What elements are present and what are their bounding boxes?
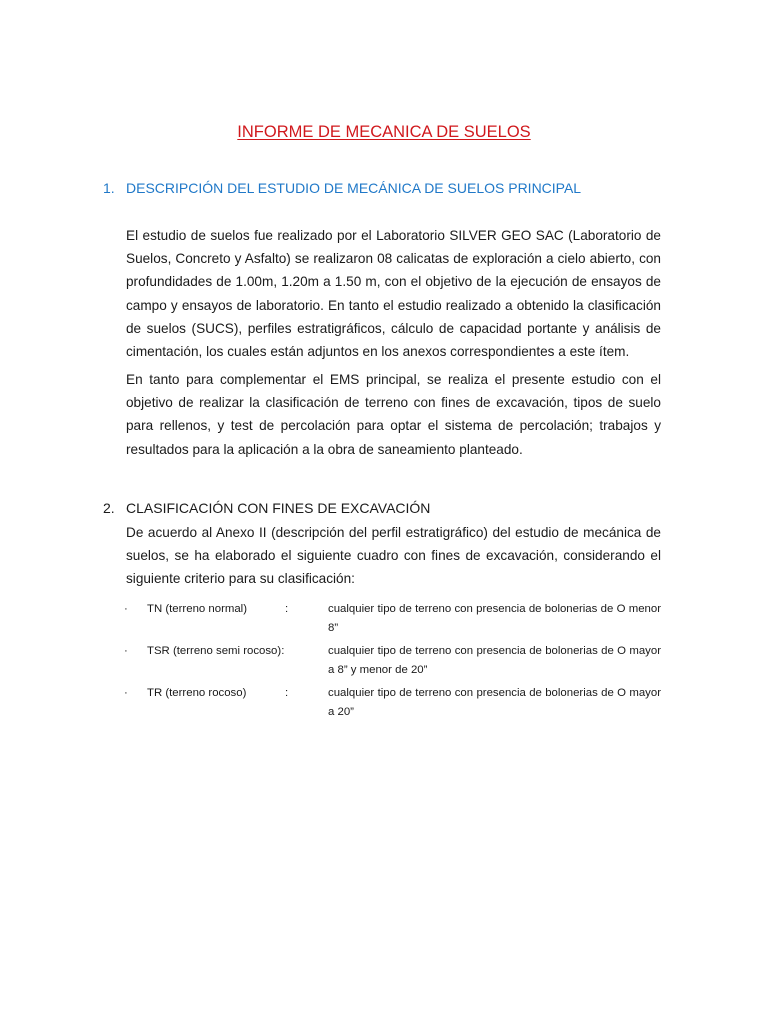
section-heading-text-2: CLASIFICACIÓN CON FINES DE EXCAVACIÓN <box>126 500 431 516</box>
criteria-label: TR (terreno rocoso) <box>147 687 247 699</box>
criteria-description: cualquier tipo de terreno con presencia de bolonerias de Ο mayor a 8” y menor de 20” <box>328 645 661 676</box>
section-number-1: 1. <box>103 180 115 196</box>
criteria-description: cualquier tipo de terreno con presencia de bolonerias de Ο menor 8” <box>328 603 661 634</box>
criteria-label: TN (terreno normal) <box>147 603 248 615</box>
section-2-paragraph-1: De acuerdo al Anexo II (descripción del perfil estratigráfico) del estudio de mecánica de suelos, se ha elaborado el siguiente cuadro con fines de excavación, considerando el siguiente criterio para su clasificación: <box>126 525 661 587</box>
section-heading-text-1: DESCRIPCIÓN DEL ESTUDIO DE MECÁNICA DE SUELOS PRINCIPAL <box>126 180 582 196</box>
bullet-icon: · <box>124 645 128 657</box>
criteria-colon: : <box>285 687 289 699</box>
criteria-colon: : <box>285 603 289 615</box>
section-heading-1 <box>103 180 581 196</box>
section-number-2: 2. <box>103 500 115 516</box>
criteria-description: cualquier tipo de terreno con presencia de bolonerias de Ο mayor a 20” <box>328 687 661 718</box>
document-title-text: INFORME DE MECANICA DE SUELOS <box>237 123 531 141</box>
section-1-paragraph-2: En tanto para complementar el EMS principal, se realiza el presente estudio con el objetivo de realizar la clasificación de terreno con fines de excavación, tipos de suelo para rellenos, y test de percolación para optar el sistema de percolación; trabajos y resultados para la aplicación a la obra de saneamiento planteado. <box>126 372 661 457</box>
document-title <box>0 123 768 142</box>
section-heading-2 <box>103 500 430 516</box>
bullet-icon: · <box>124 603 128 615</box>
section-1-paragraph-1: El estudio de suelos fue realizado por el Laboratorio SILVER GEO SAC (Laboratorio de Suelos, Concreto y Asfalto) se realizaron 08 calicatas de exploración a cielo abierto, con profundidades de 1.00m, 1.20m a 1.50 m, con el objetivo de la ejecución de ensayos de campo y ensayos de laboratorio. En tanto el estudio realizado a obtenido la clasificación de suelos (SUCS), perfiles estratigráficos, cálculo de capacidad portante y análisis de cimentación, los cuales están adjuntos en los anexos correspondientes a este ítem. <box>126 228 661 360</box>
criteria-label: TSR (terreno semi rocoso): <box>147 645 285 657</box>
bullet-icon: · <box>124 687 128 699</box>
